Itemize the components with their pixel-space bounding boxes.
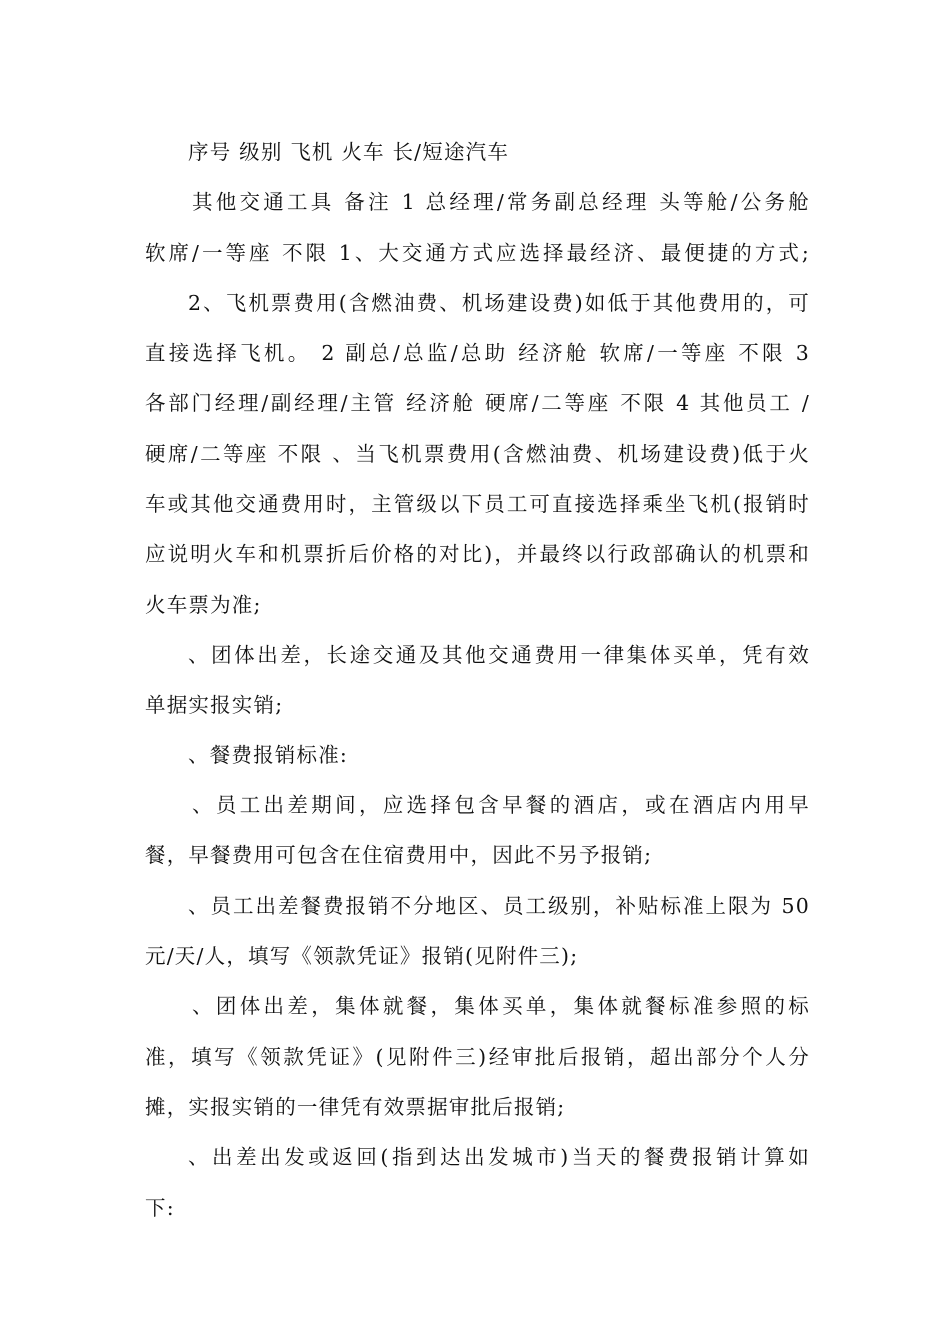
text-line-11: 、团体出差，长途交通及其他交通费用一律集体买单，凭有效 bbox=[188, 643, 810, 667]
text-line-13: 、餐费报销标准: bbox=[188, 743, 349, 767]
text-line-3: 软席/一等座 不限 1、大交通方式应选择最经济、最便捷的方式; bbox=[145, 241, 810, 265]
text-line-9: 应说明火车和机票折后价格的对比)，并最终以行政部确认的机票和 bbox=[145, 542, 810, 566]
text-line-15: 餐，早餐费用可包含在住宿费用中，因此不另予报销; bbox=[145, 843, 653, 867]
text-line-7: 硬席/二等座 不限 、当飞机票费用(含燃油费、机场建设费)低于火 bbox=[145, 442, 810, 466]
text-line-8: 车或其他交通费用时，主管级以下员工可直接选择乘坐飞机(报销时 bbox=[145, 492, 810, 516]
text-line-14: 、员工出差期间，应选择包含早餐的酒店，或在酒店内用早 bbox=[192, 793, 810, 817]
text-line-5: 直接选择飞机。 2 副总/总监/总助 经济舱 软席/一等座 不限 3 bbox=[145, 341, 810, 365]
text-line-2: 其他交通工具 备注 1 总经理/常务副总经理 头等舱/公务舱 bbox=[192, 190, 810, 214]
text-line-10: 火车票为准; bbox=[145, 593, 262, 617]
text-line-6: 各部门经理/副经理/主管 经济舱 硬席/二等座 不限 4 其他员工 / bbox=[145, 391, 810, 415]
text-line-19: 准，填写《领款凭证》(见附件三)经审批后报销，超出部分个人分 bbox=[145, 1045, 810, 1069]
text-line-18: 、团体出差，集体就餐，集体买单，集体就餐标准参照的标 bbox=[192, 994, 810, 1018]
text-line-4: 2、飞机票费用(含燃油费、机场建设费)如低于其他费用的，可 bbox=[188, 291, 810, 315]
text-line-22: 下: bbox=[145, 1196, 175, 1220]
text-line-12: 单据实报实销; bbox=[145, 693, 284, 717]
text-line-21: 、出差出发或返回(指到达出发城市)当天的餐费报销计算如 bbox=[188, 1145, 810, 1169]
text-line-16: 、员工出差餐费报销不分地区、员工级别，补贴标准上限为 50 bbox=[188, 894, 810, 918]
text-line-1: 序号 级别 飞机 火车 长/短途汽车 bbox=[188, 140, 510, 164]
text-line-20: 摊，实报实销的一律凭有效票据审批后报销; bbox=[145, 1095, 566, 1119]
text-line-17: 元/天/人，填写《领款凭证》报销(见附件三); bbox=[145, 944, 579, 968]
